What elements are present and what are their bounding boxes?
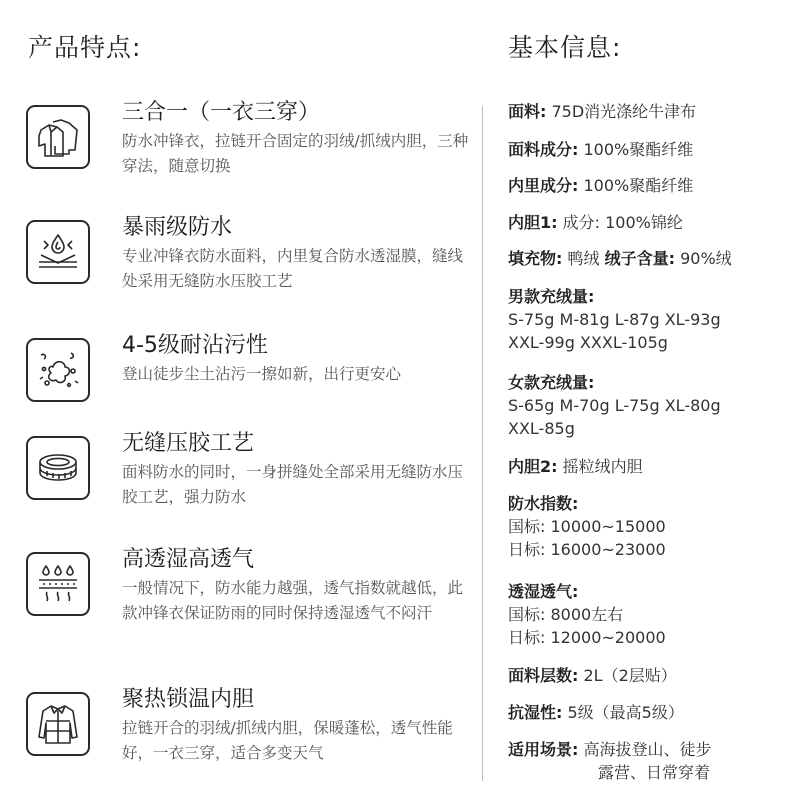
- jacket-icon: [26, 692, 90, 756]
- info-value: 摇粒绒内胆: [562, 457, 643, 476]
- info-lining-composition: [508, 174, 778, 197]
- feature-title: 无缝压胶工艺: [122, 431, 255, 456]
- info-key: 适用场景:: [508, 740, 579, 759]
- info-scenarios: [508, 738, 778, 784]
- info-key: 男款充绒量:: [508, 287, 595, 306]
- info-value: 国标: 8000左右: [508, 605, 624, 624]
- info-liner1: [508, 211, 778, 234]
- waterproof-drops-icon: [26, 220, 90, 284]
- vertical-divider: [482, 106, 483, 781]
- feature-description: 面料防水的同时，一身拼缝处全部采用无缝防水压胶工艺，强力防水: [122, 463, 464, 506]
- info-key: 内胆2:: [508, 457, 558, 476]
- stain-resistant-icon: [26, 338, 90, 402]
- feature-title: 高透湿高透气: [122, 547, 255, 572]
- feature-item: [26, 95, 486, 195]
- info-value: 日标: 12000~20000: [508, 628, 666, 647]
- info-fabric-composition: [508, 138, 778, 161]
- basic-info-title: 基本信息:: [508, 33, 622, 62]
- info-key: 绒子含量:: [604, 249, 676, 268]
- info-value: 75D消光涤纶牛津布: [551, 102, 697, 121]
- feature-description: 登山徒步尘土沾污一擦如新，出行更安心: [122, 365, 402, 383]
- info-fabric-layers: [508, 664, 778, 687]
- jacket-layers-icon: [26, 105, 90, 169]
- info-value: 成分: 100%锦纶: [562, 213, 683, 232]
- info-value: 100%聚酯纤维: [583, 176, 694, 195]
- info-key: 抗湿性:: [508, 703, 563, 722]
- feature-item: [26, 542, 486, 642]
- info-fill: [508, 247, 778, 270]
- feature-item: [26, 426, 486, 526]
- feature-title: 聚热锁温内胆: [122, 687, 255, 712]
- feature-title: 4-5级耐沾污性: [122, 333, 268, 358]
- feature-description: 一般情况下，防水能力越强，透气指数就越低，此款冲锋衣保证防雨的同时保持透湿透气不闷汗: [122, 579, 464, 622]
- info-key: 透湿透气:: [508, 582, 579, 601]
- feature-title: 三合一（一衣三穿）: [122, 100, 321, 125]
- info-value: S-75g M-81g L-87g XL-93g: [508, 310, 721, 329]
- info-value: 国标: 10000~15000: [508, 517, 666, 536]
- feature-item: [26, 210, 486, 310]
- info-key: 内胆1:: [508, 213, 558, 232]
- info-value: 露营、日常穿着: [598, 763, 711, 782]
- feature-item: [26, 328, 486, 428]
- product-features-title: 产品特点:: [28, 33, 142, 62]
- feature-description: 拉链开合的羽绒/抓绒内胆，保暖蓬松，透气性能好，一衣三穿，适合多变天气: [122, 719, 453, 762]
- info-key: 内里成分:: [508, 176, 579, 195]
- info-liner2: [508, 455, 778, 478]
- info-men-fill: [508, 285, 778, 354]
- seam-tape-icon: [26, 436, 90, 500]
- info-breathability: [508, 580, 778, 649]
- info-value: XXL-85g: [508, 419, 575, 438]
- info-key: 填充物:: [508, 249, 563, 268]
- info-key: 面料成分:: [508, 140, 579, 159]
- info-value: 100%聚酯纤维: [583, 140, 694, 159]
- info-fabric: [508, 100, 778, 123]
- info-value: 5级（最高5级）: [567, 703, 684, 722]
- info-value: S-65g M-70g L-75g XL-80g: [508, 396, 721, 415]
- feature-description: 防水冲锋衣，拉链开合固定的羽绒/抓绒内胆，三种穿法，随意切换: [122, 132, 469, 175]
- feature-item: [26, 682, 486, 782]
- info-key: 面料层数:: [508, 666, 579, 685]
- info-value: 高海拔登山、徒步: [583, 740, 712, 759]
- info-value: 90%绒: [680, 249, 732, 268]
- feature-title: 暴雨级防水: [122, 215, 233, 240]
- info-key: 女款充绒量:: [508, 373, 595, 392]
- info-value: 鸭绒: [567, 249, 600, 268]
- info-waterproof-index: [508, 492, 778, 561]
- info-humidity-resistance: [508, 701, 778, 724]
- info-women-fill: [508, 371, 778, 440]
- breathable-membrane-icon: [26, 552, 90, 616]
- info-value: XXL-99g XXXL-105g: [508, 333, 668, 352]
- info-value: 日标: 16000~23000: [508, 540, 666, 559]
- info-value: 2L（2层贴）: [583, 666, 677, 685]
- feature-description: 专业冲锋衣防水面料，内里复合防水透湿膜，缝线处采用无缝防水压胶工艺: [122, 247, 464, 290]
- info-key: 防水指数:: [508, 494, 579, 513]
- info-key: 面料:: [508, 102, 547, 121]
